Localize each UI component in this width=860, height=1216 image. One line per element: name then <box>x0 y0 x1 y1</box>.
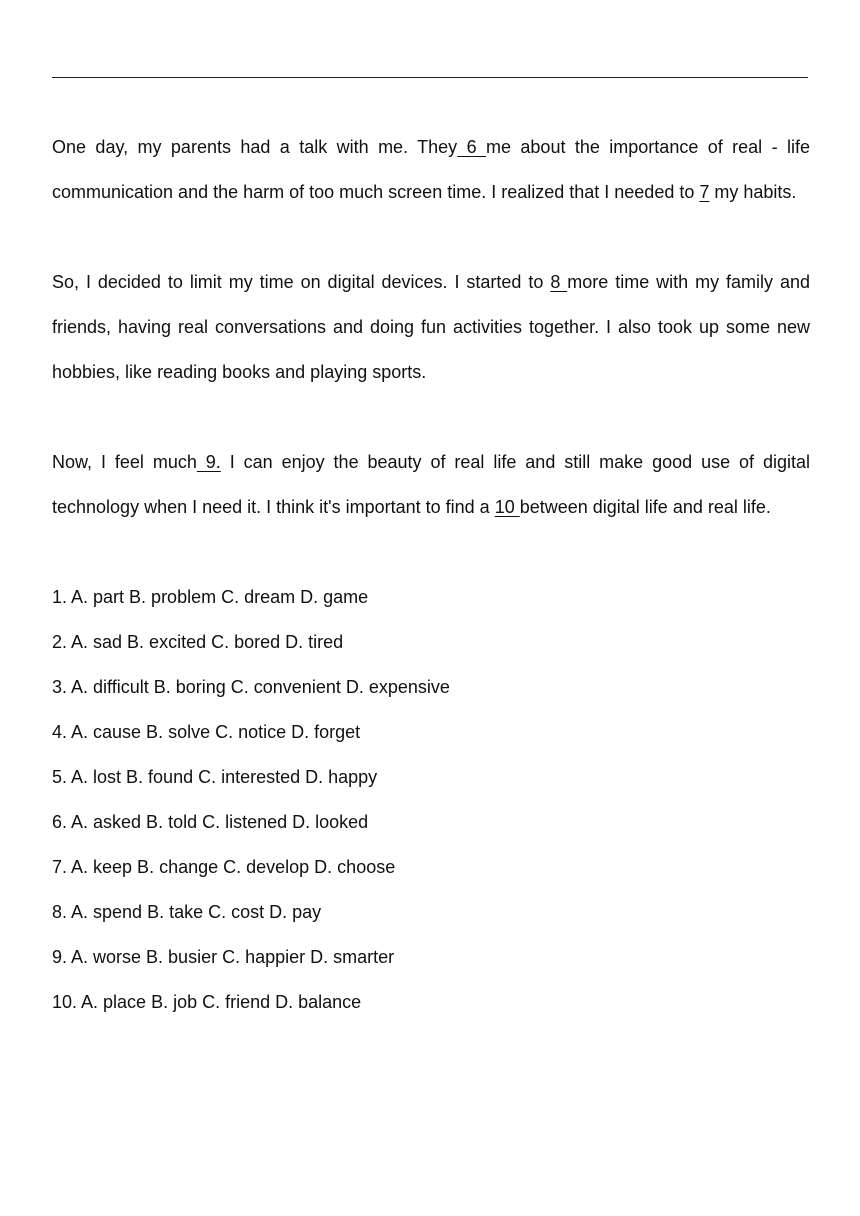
option-line: 2. A. sad B. excited C. bored D. tired <box>52 632 344 652</box>
blank-number: 8 <box>550 272 568 292</box>
passage <box>52 125 810 530</box>
paragraph-text: more time with my family and friends, having real conversations and doing fun activities together. I also took up some new hobbies, like reading books and playing sports. <box>52 272 810 382</box>
passage-paragraph <box>52 440 810 530</box>
paragraph-text: One day, my parents had a talk with me. They <box>52 137 458 157</box>
paragraph-text: me about the importance of real - life communication and the harm of too much screen time. I realized that I needed to <box>52 137 810 202</box>
option-line: 6. A. asked B. told C. listened D. looked <box>52 812 369 832</box>
passage-paragraph <box>52 260 810 395</box>
paragraph-text: So, I decided to limit my time on digital devices. I started to <box>52 272 551 292</box>
option-line: 5. A. lost B. found C. interested D. happy <box>52 767 378 787</box>
paragraph-text: I can enjoy the beauty of real life and still make good use of digital technology when I need it. I think it's important to find a <box>52 452 811 517</box>
option-line: 9. A. worse B. busier C. happier D. smarter <box>52 947 395 967</box>
option-line: 4. A. cause B. solve C. notice D. forget <box>52 722 361 742</box>
paragraph-text: between digital life and real life. <box>519 497 771 517</box>
option-line: 3. A. difficult B. boring C. convenient D. expensive <box>52 677 450 697</box>
paragraph-text: Now, I feel much <box>52 452 197 472</box>
paragraph-text: my habits. <box>709 182 797 202</box>
option-line: 10. A. place B. job C. friend D. balance <box>52 992 362 1012</box>
document-body <box>52 125 810 1025</box>
blank-number: 10 <box>494 497 520 517</box>
answer-options <box>52 575 810 1025</box>
header-rule <box>52 77 808 78</box>
blank-number: 7 <box>699 182 710 202</box>
option-line: 8. A. spend B. take C. cost D. pay <box>52 902 322 922</box>
blank-number: 9. <box>196 452 221 472</box>
option-line: 1. A. part B. problem C. dream D. game <box>52 587 369 607</box>
option-line: 7. A. keep B. change C. develop D. choose <box>52 857 396 877</box>
blank-number: 6 <box>457 137 486 157</box>
passage-paragraph <box>52 125 810 215</box>
